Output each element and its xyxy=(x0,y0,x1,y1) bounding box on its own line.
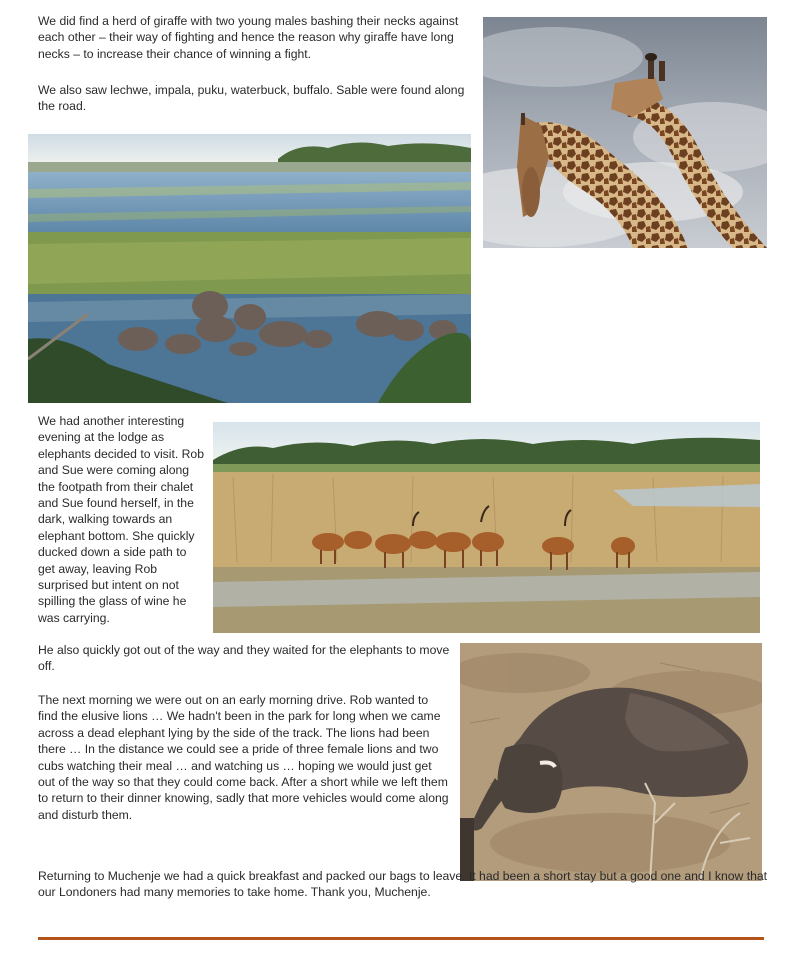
morning-paragraph xyxy=(38,692,450,823)
giraffe-photo xyxy=(483,17,767,248)
morning-text: The next morning we were out on an early morning drive. Rob wanted to find the elusive lions … We hadn't been in the park for long when we came across a dead elephant lying by the side of the track. The lions had been there … In the distance we could see a pride of three female lions and two cubs watching their meal … and watching us … hoping we would just get out of the way so that they could come back. After a short while we left them to return to their dinner knowing, sadly that more vehicles would come along and disturb them. xyxy=(38,693,449,822)
farewell-text: Returning to Muchenje we had a quick breakfast and packed our bags to leave. It had been a short stay but a good one and I know that our Londoners had many memories to take home. Thank you, Muchenje. xyxy=(38,869,768,900)
giraffe-text: We did find a herd of giraffe with two young males bashing their necks against each other – their way of fighting and hence the reason why giraffe have long necks – to increase their chance of winning a fight. xyxy=(38,14,459,61)
farewell-paragraph xyxy=(38,868,768,901)
dead-elephant-photo xyxy=(460,643,762,881)
elephants-river-photo xyxy=(28,134,471,403)
evening-continuation-text: He also quickly got out of the way and they waited for the elephants to move off. xyxy=(38,643,450,674)
footer-rule xyxy=(38,937,764,940)
giraffe-paragraph xyxy=(38,13,468,62)
animals-text: We also saw lechwe, impala, puku, waterbuck, buffalo. Sable were found along the road. xyxy=(38,83,465,114)
evening-continuation xyxy=(38,642,453,675)
animals-paragraph xyxy=(38,82,474,115)
lechwe-photo xyxy=(213,422,760,633)
evening-paragraph xyxy=(38,413,206,626)
evening-text: We had another interesting evening at the lodge as elephants decided to visit. Rob and Sue were coming along the footpath from their chalet and Sue found herself, in the dark, walking towards an elephant bottom. She quickly ducked down a side path to get away, leaving Rob surprised but intent on not spilling the glass of wine he was carrying. xyxy=(38,414,204,625)
